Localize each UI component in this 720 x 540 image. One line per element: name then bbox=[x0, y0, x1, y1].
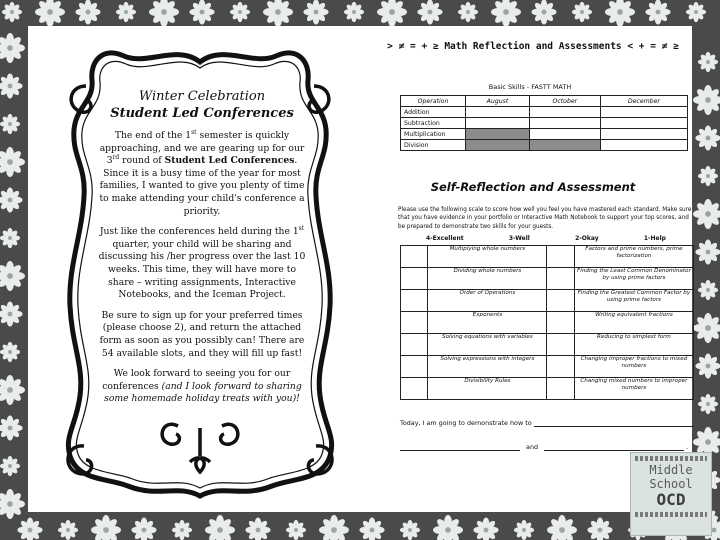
flower-icon bbox=[0, 147, 25, 177]
flower-icon bbox=[172, 520, 192, 540]
flower-icon bbox=[344, 2, 364, 22]
standard-left: Exponents bbox=[428, 312, 547, 334]
table-row bbox=[401, 107, 688, 118]
row-label: Addition bbox=[401, 107, 466, 118]
rating-scale bbox=[426, 235, 666, 242]
score-cell[interactable] bbox=[600, 129, 687, 140]
standard-right: Reducing to simplest form bbox=[574, 334, 693, 356]
worksheet-page bbox=[28, 26, 692, 512]
flyer-paragraph-3: Be sure to sign up for your preferred times (please choose 2), and return the attached form as soon as you possibly can! There are 54 available slots, and they will fill up fast! bbox=[99, 309, 305, 359]
score-box[interactable] bbox=[547, 356, 574, 378]
score-cell[interactable] bbox=[600, 140, 687, 151]
flower-icon bbox=[433, 515, 463, 540]
shaded-cell bbox=[466, 129, 530, 140]
flower-icon bbox=[695, 239, 720, 264]
score-box[interactable] bbox=[547, 246, 574, 268]
flower-icon bbox=[91, 515, 121, 540]
flower-icon bbox=[0, 415, 23, 440]
flower-icon bbox=[698, 166, 718, 186]
scale-2: 2-Okay bbox=[575, 235, 599, 242]
flower-icon bbox=[0, 342, 20, 362]
flower-icon bbox=[230, 2, 250, 22]
standard-left: Dividing whole numbers bbox=[428, 268, 547, 290]
middle-school-ocd-logo bbox=[630, 452, 712, 536]
flyer-paragraph-2: Just like the conferences held during the 1st quarter, your child will be sharing and discussing his /her progress over the last 10 weeks. This time, they will have more to share – writing assignments, Interactive Notebooks, and the Iceman Project. bbox=[98, 225, 306, 301]
logo-stripe bbox=[635, 512, 707, 517]
flower-icon bbox=[58, 520, 78, 540]
standard-left: Order of Operations bbox=[428, 290, 547, 312]
score-box[interactable] bbox=[401, 268, 428, 290]
standard-right: Finding the Least Common Denominator by using prime factors bbox=[574, 268, 693, 290]
flower-icon bbox=[35, 0, 65, 27]
demo-blank-1[interactable] bbox=[534, 418, 694, 427]
flower-icon bbox=[491, 0, 521, 27]
flower-icon bbox=[0, 73, 23, 98]
flower-icon bbox=[116, 2, 136, 22]
score-cell[interactable] bbox=[466, 118, 530, 129]
flower-icon bbox=[572, 2, 592, 22]
score-box[interactable] bbox=[401, 378, 428, 400]
flower-icon bbox=[695, 353, 720, 378]
standard-right: Changing improper fractions to mixed numbers bbox=[574, 356, 693, 378]
standard-right: Factors and prime numbers, prime factorization bbox=[574, 246, 693, 268]
flower-icon bbox=[149, 0, 179, 27]
table-row bbox=[401, 378, 694, 400]
worksheet-title: > ≠ = + ≥ Math Reflection and Assessments < + = ≠ ≥ bbox=[387, 41, 679, 52]
flyer-paragraph-4: We look forward to seeing you for our conferences (and I look forward to sharing some homemade holiday treats with you)! bbox=[102, 368, 302, 405]
score-box[interactable] bbox=[547, 378, 574, 400]
flower-icon bbox=[698, 52, 718, 72]
flower-icon bbox=[0, 187, 23, 212]
shaded-cell bbox=[466, 140, 530, 151]
flower-icon bbox=[0, 456, 20, 476]
flower-icon bbox=[359, 517, 384, 540]
scale-4: 4-Excellent bbox=[426, 235, 464, 242]
flower-icon bbox=[205, 515, 235, 540]
logo-line1: Middle bbox=[649, 463, 693, 477]
standard-left: Multiplying whole numbers bbox=[428, 246, 547, 268]
flower-icon bbox=[698, 280, 718, 300]
logo-stripe bbox=[635, 456, 707, 461]
score-cell[interactable] bbox=[529, 129, 600, 140]
flower-icon bbox=[587, 517, 612, 540]
flower-icon bbox=[0, 33, 25, 63]
table-row bbox=[401, 118, 688, 129]
score-box[interactable] bbox=[547, 290, 574, 312]
logo-line3: OCD bbox=[656, 490, 686, 509]
conference-flyer bbox=[98, 88, 306, 414]
flower-icon bbox=[0, 489, 25, 519]
demo-line-2 bbox=[400, 442, 694, 451]
flower-icon bbox=[17, 517, 42, 540]
flower-icon bbox=[319, 515, 349, 540]
flower-icon bbox=[245, 517, 270, 540]
score-box[interactable] bbox=[547, 268, 574, 290]
flyer-title-line1: Winter Celebration bbox=[138, 89, 266, 104]
scale-3: 3-Well bbox=[508, 235, 530, 242]
flower-icon bbox=[417, 0, 442, 25]
flower-icon bbox=[645, 0, 670, 25]
flower-icon bbox=[0, 375, 25, 405]
flower-icon bbox=[458, 2, 478, 22]
skills-subtitle: Basic Skills - FASTT MATH bbox=[488, 83, 572, 91]
flower-icon bbox=[531, 0, 556, 25]
standard-left: Solving equations with variables bbox=[428, 334, 547, 356]
score-cell[interactable] bbox=[600, 118, 687, 129]
demo-line-1 bbox=[400, 418, 694, 427]
table-row bbox=[401, 129, 688, 140]
score-box[interactable] bbox=[401, 312, 428, 334]
table-row bbox=[401, 140, 688, 151]
flower-icon bbox=[605, 0, 635, 27]
standard-right: Finding the Greatest Common Factor by using prime factors bbox=[574, 290, 693, 312]
flower-icon bbox=[263, 0, 293, 27]
flower-icon bbox=[2, 2, 22, 22]
flower-icon bbox=[0, 301, 23, 326]
flyer-title-line2: Student Led Conferences bbox=[110, 106, 294, 121]
demo-blank-2[interactable] bbox=[400, 442, 520, 451]
col-header: October bbox=[529, 96, 600, 107]
flower-icon bbox=[0, 228, 20, 248]
table-row bbox=[401, 334, 694, 356]
flower-icon bbox=[695, 125, 720, 150]
shaded-cell bbox=[529, 140, 600, 151]
scale-1: 1-Help bbox=[643, 235, 666, 242]
logo-line2: School bbox=[649, 477, 693, 491]
flower-icon bbox=[693, 313, 720, 343]
end-mark: . bbox=[686, 443, 689, 451]
score-box[interactable] bbox=[547, 334, 574, 356]
and-word: and bbox=[526, 443, 539, 451]
flower-icon bbox=[693, 85, 720, 115]
row-label: Multiplication bbox=[401, 129, 466, 140]
table-row bbox=[401, 312, 694, 334]
flower-icon bbox=[286, 520, 306, 540]
standard-right: Writing equivalent fractions bbox=[574, 312, 693, 334]
table-row bbox=[401, 290, 694, 312]
score-cell[interactable] bbox=[529, 107, 600, 118]
score-box[interactable] bbox=[547, 312, 574, 334]
standard-right: Changing mixed numbers to improper numbers bbox=[574, 378, 693, 400]
flower-icon bbox=[131, 517, 156, 540]
flower-icon bbox=[473, 517, 498, 540]
score-box[interactable] bbox=[401, 290, 428, 312]
table-row bbox=[401, 268, 694, 290]
score-box[interactable] bbox=[401, 334, 428, 356]
math-reflection-worksheet bbox=[368, 26, 692, 512]
row-label: Division bbox=[401, 140, 466, 151]
score-cell[interactable] bbox=[466, 107, 530, 118]
flower-icon bbox=[303, 0, 328, 25]
instructions: Please use the following scale to score how well you feel you have mastered each standard. Make sure that you have evidence in your portfolio or Interactive Math Notebook to support your top scores, and be prepared to demonstrate two skills for your guests. bbox=[398, 207, 692, 230]
flower-icon bbox=[0, 114, 20, 134]
score-box[interactable] bbox=[401, 246, 428, 268]
flower-icon bbox=[698, 394, 718, 414]
section-title: Self-Reflection and Assessment bbox=[430, 180, 636, 194]
fastt-math-table bbox=[400, 95, 688, 151]
row-label: Subtraction bbox=[401, 118, 466, 129]
flower-icon bbox=[75, 0, 100, 25]
table-row bbox=[401, 356, 694, 378]
col-header: August bbox=[466, 96, 530, 107]
flyer-paragraph-1: The end of the 1st semester is quickly approaching, and we are gearing up for our 3rd round of Student Led Conferences. Since it is a busy time of the year for most families, I wanted to give you plenty of time to make attending your child's conference a priority. bbox=[99, 128, 305, 217]
col-header: Operation bbox=[401, 96, 466, 107]
score-cell[interactable] bbox=[600, 107, 687, 118]
flower-icon bbox=[0, 261, 25, 291]
score-box[interactable] bbox=[401, 356, 428, 378]
standards-table bbox=[400, 245, 694, 400]
score-cell[interactable] bbox=[529, 118, 600, 129]
table-row bbox=[401, 246, 694, 268]
col-header: December bbox=[600, 96, 687, 107]
standard-left: Divisibility Rules bbox=[428, 378, 547, 400]
flower-icon bbox=[400, 520, 420, 540]
standard-left: Solving expressions with integers bbox=[428, 356, 547, 378]
flower-icon bbox=[693, 199, 720, 229]
flower-icon bbox=[189, 0, 214, 25]
flower-icon bbox=[377, 0, 407, 27]
flower-icon bbox=[547, 515, 577, 540]
demo-prompt: Today, I am going to demonstrate how to bbox=[400, 419, 532, 427]
flower-icon bbox=[686, 2, 706, 22]
demo-blank-3[interactable] bbox=[544, 442, 684, 451]
flower-icon bbox=[514, 520, 534, 540]
